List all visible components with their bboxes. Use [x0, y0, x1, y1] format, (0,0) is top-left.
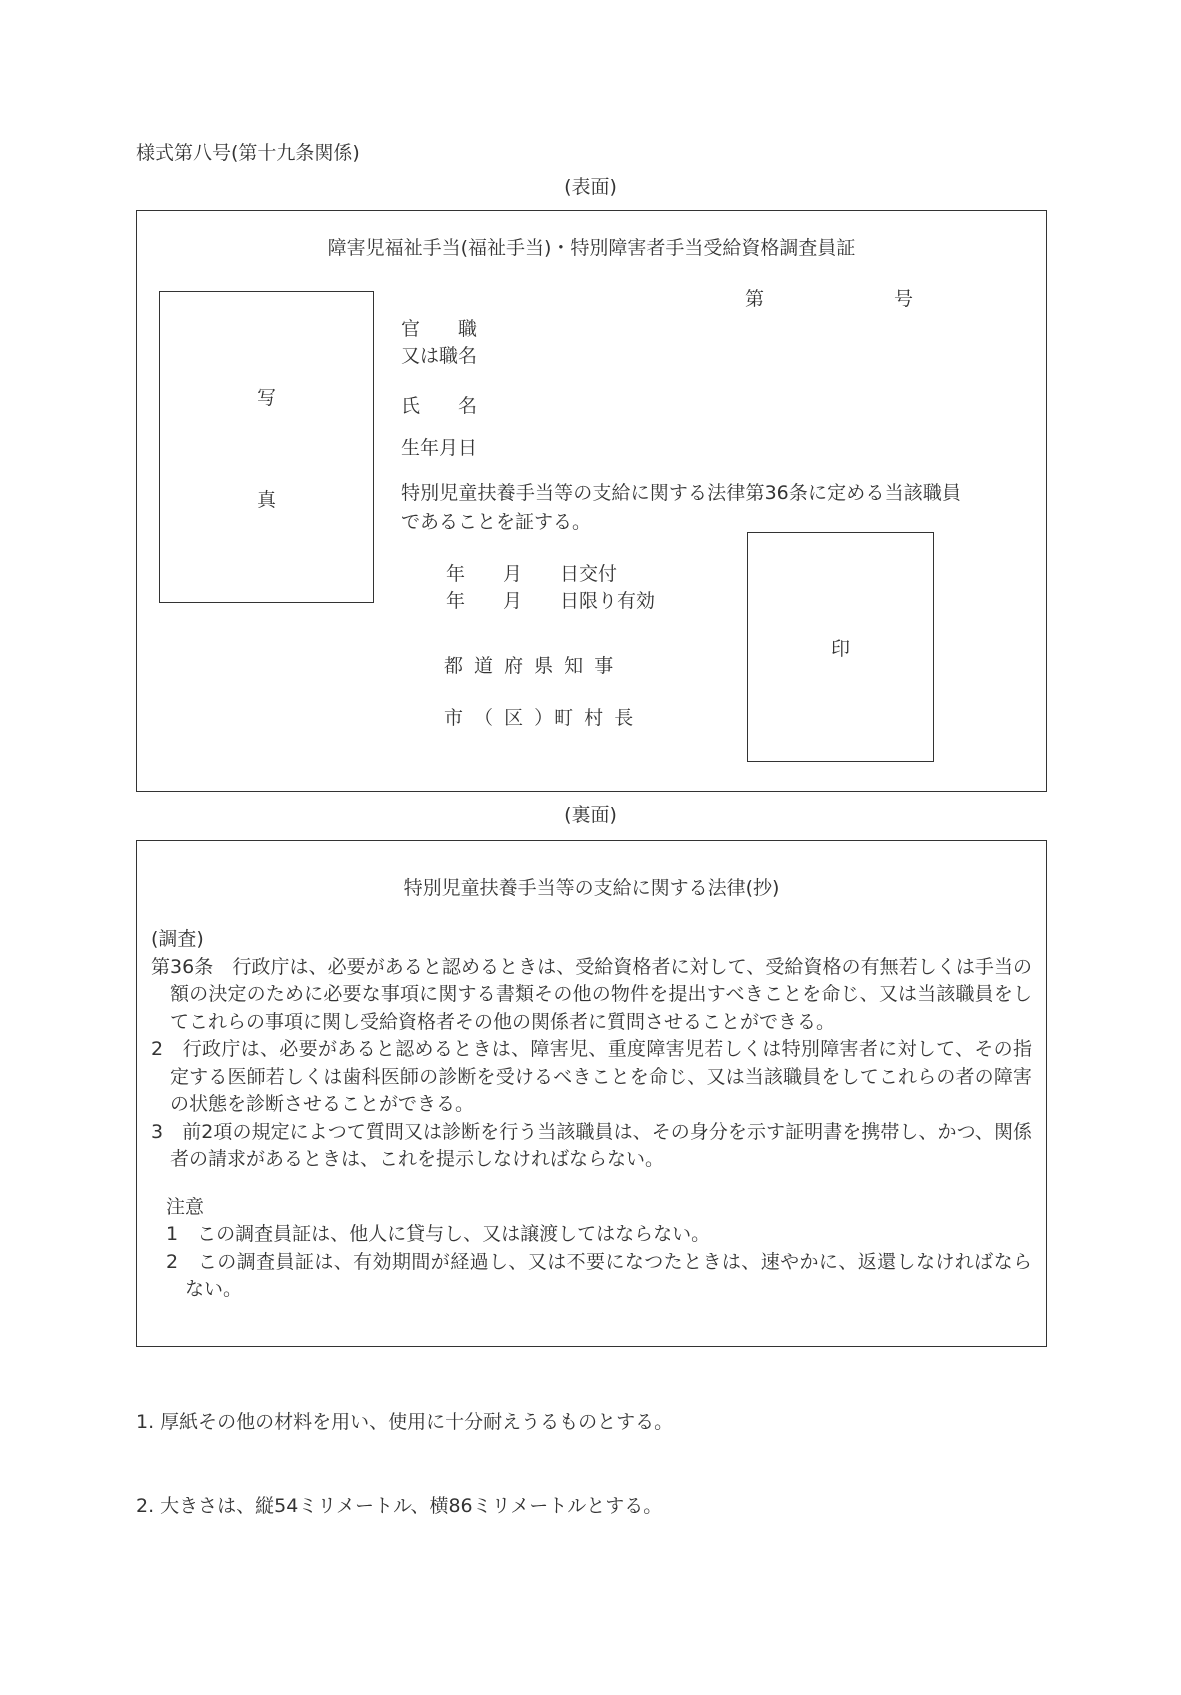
field-official-position-line2: 又は職名: [401, 345, 478, 367]
certification-statement: 特別児童扶養手当等の支給に関する法律第36条に定める当該職員であることを証する。: [401, 482, 961, 533]
footer-note-1: 1. 厚紙その他の材料を用い、使用に十分耐えうるものとする。: [136, 1411, 674, 1433]
photo-label-bottom: 真: [256, 488, 276, 511]
valid-until-line: 年 月 日限り有効: [446, 590, 656, 612]
seal-label: 印: [830, 637, 850, 660]
field-name-label: 氏 名: [401, 395, 478, 417]
seal-box: [747, 532, 934, 762]
back-side-label: (裏面): [564, 804, 617, 826]
back-card-title: 特別児童扶養手当等の支給に関する法律(抄): [403, 877, 780, 899]
footer-note-2: 2. 大きさは、縦54ミリメートル、横86ミリメートルとする。: [136, 1495, 663, 1517]
card-number-line: [745, 284, 913, 311]
number-suffix: 号: [893, 288, 913, 310]
front-side-label: (表面): [564, 176, 617, 198]
number-prefix: 第: [745, 288, 765, 310]
back-card: [136, 840, 1047, 1347]
article-36-paragraph-2: 2 行政庁は、必要があると認めるときは、障害児、重度障害児若しくは特別障害者に対して、その指定する医師若しくは歯科医師の診断を受けるべきことを命じ、又は当該職員をしてこれらの者の障害の状態を診断させることができる。: [151, 1038, 1032, 1115]
governor-line: 都 道 府 県 知 事: [444, 655, 615, 677]
field-official-position-line1: 官 職: [401, 318, 478, 340]
photo-label-top: 写: [256, 386, 276, 409]
front-card: [136, 210, 1047, 792]
field-birthdate-label: 生年月日: [401, 437, 478, 459]
note-item-1: 1 この調査員証は、他人に貸与し、又は譲渡してはならない。: [166, 1223, 711, 1245]
article-36-paragraph-3: 3 前2項の規定によつて質問又は診断を行う当該職員は、その身分を示す証明書を携帯し、かつ、関係者の請求があるときは、これを提示しなければならない。: [151, 1120, 1032, 1170]
article-36-paragraph-1: 第36条 行政庁は、必要があると認めるときは、受給資格者に対して、受給資格の有無若しくは手当の額の決定のために必要な事項に関する書類その他の物件を提出すべきことを命じ、又は当該職員をしてこれらの事項に関し受給資格者その他の関係者に質問させることができる。: [151, 955, 1032, 1033]
footer-notes: [136, 1352, 673, 1576]
mayor-line: 市 （ 区 ）町 村 長: [444, 707, 635, 729]
notes-title: 注意: [166, 1195, 205, 1218]
note-item-2: 2 この調査員証は、有効期間が経過し、又は不要になつたときは、速やかに、返還しなければならない。: [166, 1250, 1032, 1300]
back-card-body: [151, 926, 1032, 1304]
photo-placeholder-box: [159, 291, 374, 603]
issue-date-line: 年 月 日交付: [446, 563, 618, 585]
form-title: 様式第八号(第十九条関係): [136, 142, 360, 164]
front-card-title: 障害児福祉手当(福祉手当)・特別障害者手当受給資格調査員証: [327, 237, 856, 259]
survey-section-label: (調査): [151, 928, 204, 950]
